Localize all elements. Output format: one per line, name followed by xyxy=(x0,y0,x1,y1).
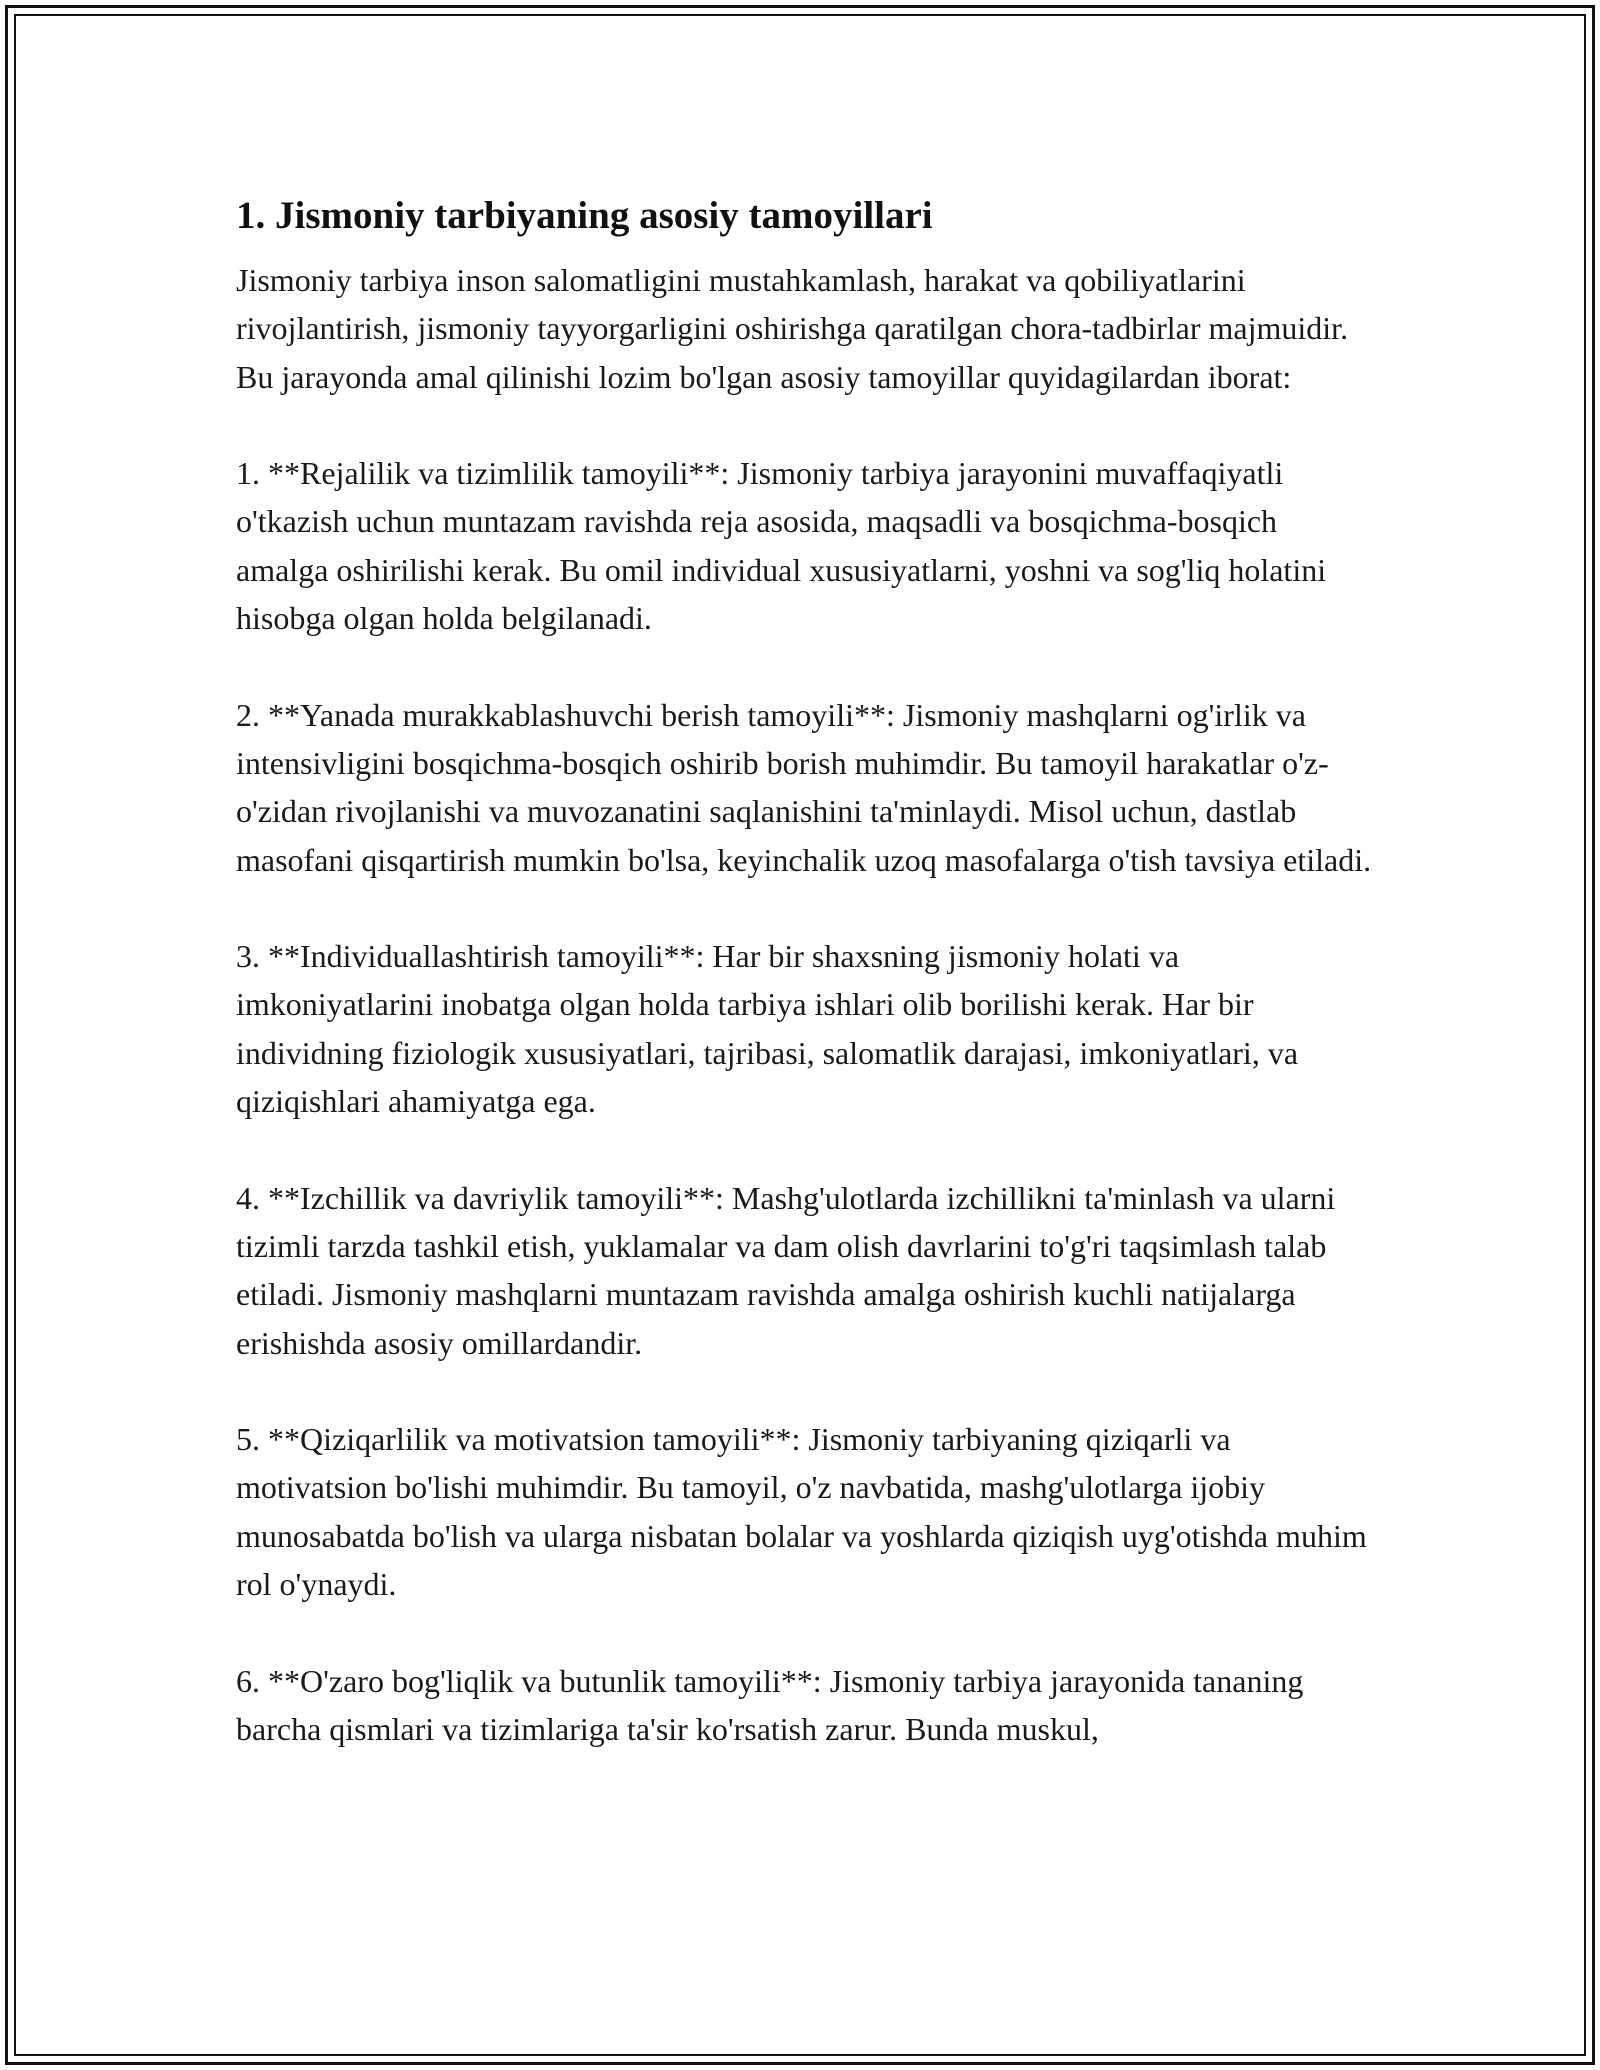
principle-item-6: 6. **O'zaro bog'liqlik va butunlik tamoyili**: Jismoniy tarbiya jarayonida tananing barcha qismlari va tizimlariga ta'sir ko'rsatish zarur. Bunda muskul, xyxy=(236,1662,1304,1747)
document-body xyxy=(236,188,1376,1802)
principle-item-1: 1. **Rejalilik va tizimlilik tamoyili**: Jismoniy tarbiya jarayonini muvaffaqiyatli o'tkazish uchun muntazam ravishda reja asosida, maqsadli va bosqichma-bosqich amalga oshirilishi kerak. Bu omil individual xususiyatlarni, yoshni va sog'liq holatini hisobga olgan holda belgilanadi. xyxy=(236,455,1327,637)
principle-item-3: 3. **Individuallashtirish tamoyili**: Har bir shaxsning jismoniy holati va imkoniyatlarini inobatga olgan holda tarbiya ishlari olib borilishi kerak. Har bir individning fiziologik xususiyatlari, tajribasi, salomatlik darajasi, imkoniyatlari, va qiziqishlari ahamiyatga ega. xyxy=(236,938,1299,1120)
principle-item-2: 2. **Yanada murakkablashuvchi berish tamoyili**: Jismoniy mashqlarni og'irlik va intensivligini bosqichma-bosqich oshirib borish muhimdir. Bu tamoyil harakatlar o'z-o'zidan rivojlanishi va muvozanatini saqlanishini ta'minlaydi. Misol uchun, dastlab masofani qisqartirish mumkin bo'lsa, keyinchalik uzoq masofalarga o'tish tavsiya etiladi. xyxy=(236,696,1372,878)
principle-item-4: 4. **Izchillik va davriylik tamoyili**: Mashg'ulotlarda izchillikni ta'minlash va ularni tizimli tarzda tashkil etish, yuklamalar va dam olish davrlarini to'g'ri taqsimlash talab etiladi. Jismoniy mashqlarni muntazam ravishda amalga oshirish kuchli natijalarga erishishda asosiy omillardandir. xyxy=(236,1179,1336,1361)
principle-item-5: 5. **Qiziqarlilik va motivatsion tamoyili**: Jismoniy tarbiyaning qiziqarli va motivatsion bo'lishi muhimdir. Bu tamoyil, o'z navbatida, mashg'ulotlarga ijobiy munosabatda bo'lish va ularga nisbatan bolalar va yoshlarda qiziqish uyg'otishda muhim rol o'ynaydi. xyxy=(236,1421,1367,1603)
document-title: 1. Jismoniy tarbiyaning asosiy tamoyillari xyxy=(236,194,933,237)
intro-paragraph: Jismoniy tarbiya inson salomatligini mustahkamlash, harakat va qobiliyatlarini rivojlantirish, jismoniy tayyorgarligini oshirishga qaratilgan chora-tadbirlar majmuidir. Bu jarayonda amal qilinishi lozim bo'lgan asosiy tamoyillar quyidagilardan iborat: xyxy=(236,262,1349,395)
